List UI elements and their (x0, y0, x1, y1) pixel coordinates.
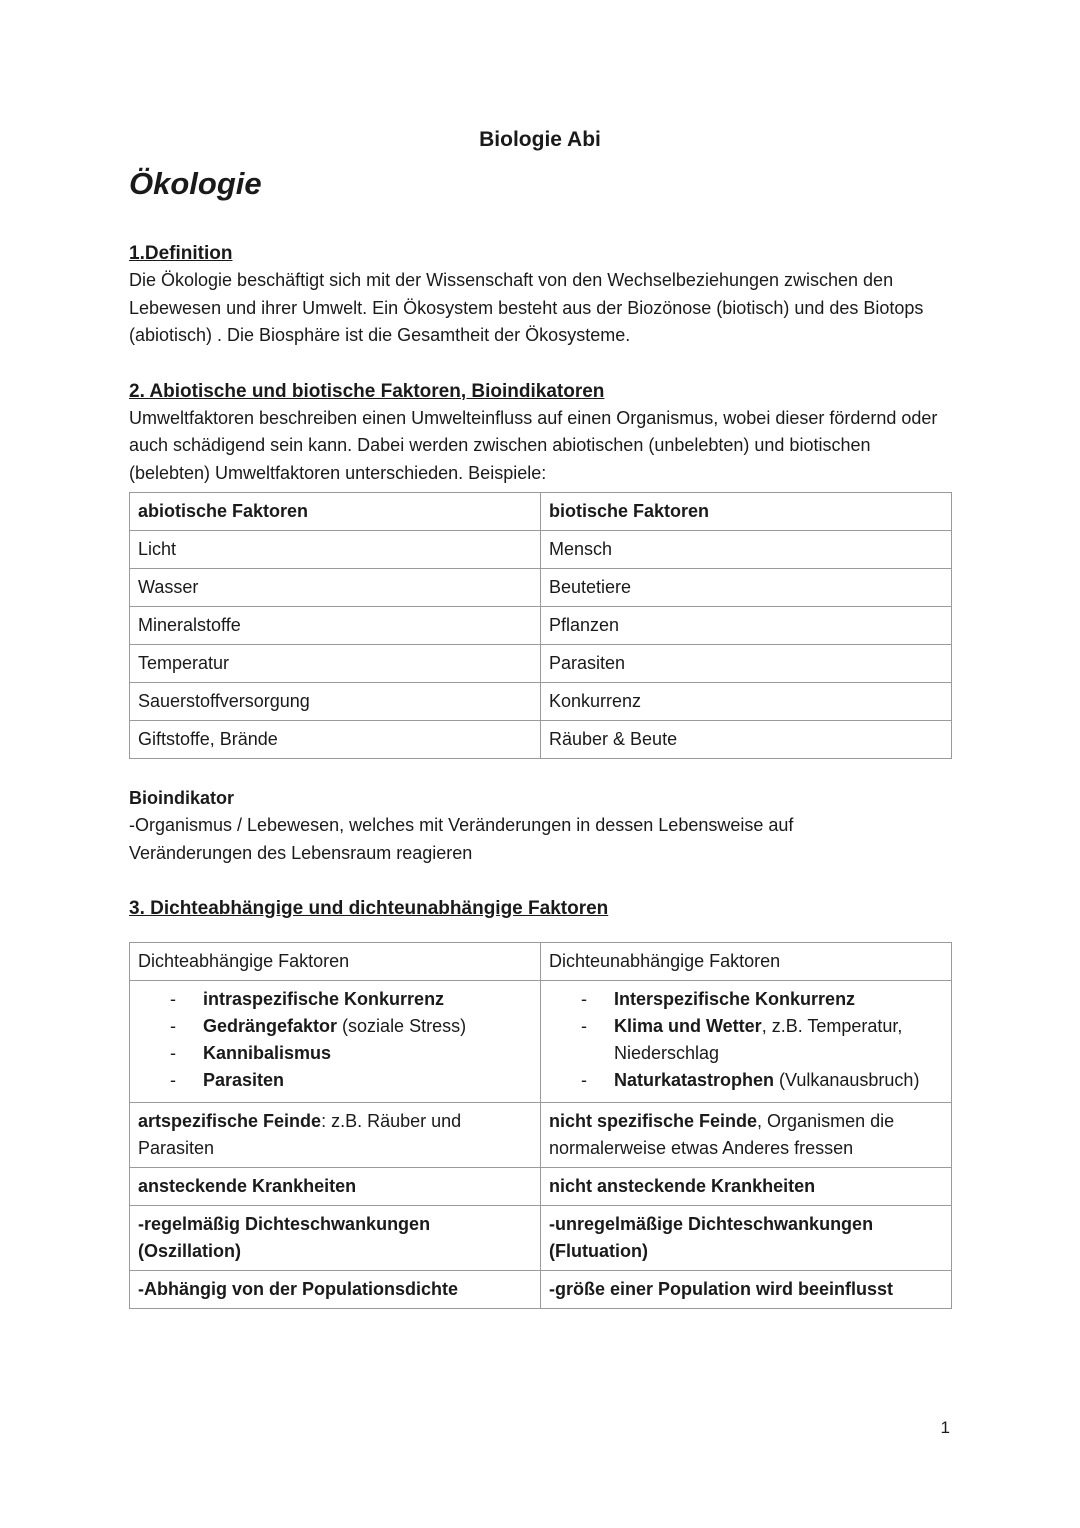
table-header-cell: Dichteabhängige Faktoren (130, 943, 541, 981)
list-item: - Kannibalismus (170, 1040, 532, 1067)
table-cell: nicht spezifische Feinde, Organismen die normalerweise etwas Anderes fressen (541, 1103, 952, 1168)
table-cell: Mineralstoffe (130, 607, 541, 645)
table-cell: Giftstoffe, Brände (130, 721, 541, 759)
table-row (130, 531, 952, 569)
table-row (130, 1168, 952, 1206)
table-row (130, 569, 952, 607)
section-heading-definition: 1.Definition (129, 243, 233, 264)
table-cell: Sauerstoffversorgung (130, 683, 541, 721)
main-heading: Ökologie (129, 166, 262, 201)
list-item: - intraspezifische Konkurrenz (170, 986, 532, 1013)
table-cell: artspezifische Feinde: z.B. Räuber und Parasiten (130, 1103, 541, 1168)
page-number: 1 (940, 1418, 950, 1437)
table-row (130, 645, 952, 683)
table-cell: Pflanzen (541, 607, 952, 645)
table-cell: -unregelmäßige Dichteschwankungen (Flutuation) (541, 1206, 952, 1271)
table-cell: Parasiten (541, 645, 952, 683)
table-cell: -regelmäßig Dichteschwankungen (Oszillation) (130, 1206, 541, 1271)
table-row (130, 981, 952, 1103)
table-cell (541, 981, 952, 1103)
faktoren-table (129, 492, 952, 759)
table-row (130, 1271, 952, 1309)
table-header-cell: abiotische Faktoren (130, 493, 541, 531)
list-item: - Gedrängefaktor (soziale Stress) (170, 1013, 532, 1040)
table-header-row (130, 943, 952, 981)
table-row (130, 1103, 952, 1168)
table-cell: Räuber & Beute (541, 721, 952, 759)
table-cell: Temperatur (130, 645, 541, 683)
document-title: Biologie Abi (479, 128, 601, 151)
table-header-row (130, 493, 952, 531)
table-cell: Konkurrenz (541, 683, 952, 721)
table-cell: Wasser (130, 569, 541, 607)
bioindikator-paragraph: -Organismus / Lebewesen, welches mit Veränderungen in dessen Lebensweise auf Veränderungen des Lebensraum reagieren (129, 815, 794, 863)
dichte-table (129, 942, 952, 1309)
list-item: - Klima und Wetter, z.B. Temperatur, Niederschlag (581, 1013, 943, 1067)
document-page (129, 128, 951, 1309)
section-heading-dichte: 3. Dichteabhängige und dichteunabhängige Faktoren (129, 898, 609, 919)
table-cell (130, 981, 541, 1103)
section-heading-faktoren: 2. Abiotische und biotische Faktoren, Bioindikatoren (129, 380, 605, 402)
table-cell: -Abhängig von der Populationsdichte (130, 1271, 541, 1309)
table-cell: Mensch (541, 531, 952, 569)
list-item: - Parasiten (170, 1067, 532, 1094)
table-row (130, 721, 952, 759)
table-header-cell: Dichteunabhängige Faktoren (541, 943, 952, 981)
table-row (130, 683, 952, 721)
definition-paragraph: Die Ökologie beschäftigt sich mit der Wissenschaft von den Wechselbeziehungen zwischen den Lebewesen und ihrer Umwelt. Ein Ökosystem besteht aus der Biozönose (biotisch) und des Biotops (abiotisch) . Die Biosphäre ist die Gesamtheit der Ökosysteme. (129, 270, 924, 345)
table-cell: ansteckende Krankheiten (130, 1168, 541, 1206)
dichteabhaengig-list (138, 986, 532, 1094)
list-item: - Naturkatastrophen (Vulkanausbruch) (581, 1067, 943, 1094)
table-header-cell: biotische Faktoren (541, 493, 952, 531)
table-row (130, 607, 952, 645)
faktoren-paragraph: Umweltfaktoren beschreiben einen Umwelteinfluss auf einen Organismus, wobei dieser fördernd oder auch schädigend sein kann. Dabei werden zwischen abiotischen (unbelebten) und biotischen (belebten) Umweltfaktoren unterschieden. Beispiele: (129, 407, 938, 483)
bioindikator-heading: Bioindikator (129, 788, 235, 808)
table-cell: -größe einer Population wird beeinflusst (541, 1271, 952, 1309)
dichteunabhaengig-list (549, 986, 943, 1094)
table-row (130, 1206, 952, 1271)
table-cell: Licht (130, 531, 541, 569)
table-cell: Beutetiere (541, 569, 952, 607)
list-item: - Interspezifische Konkurrenz (581, 986, 943, 1013)
table-cell: nicht ansteckende Krankheiten (541, 1168, 952, 1206)
